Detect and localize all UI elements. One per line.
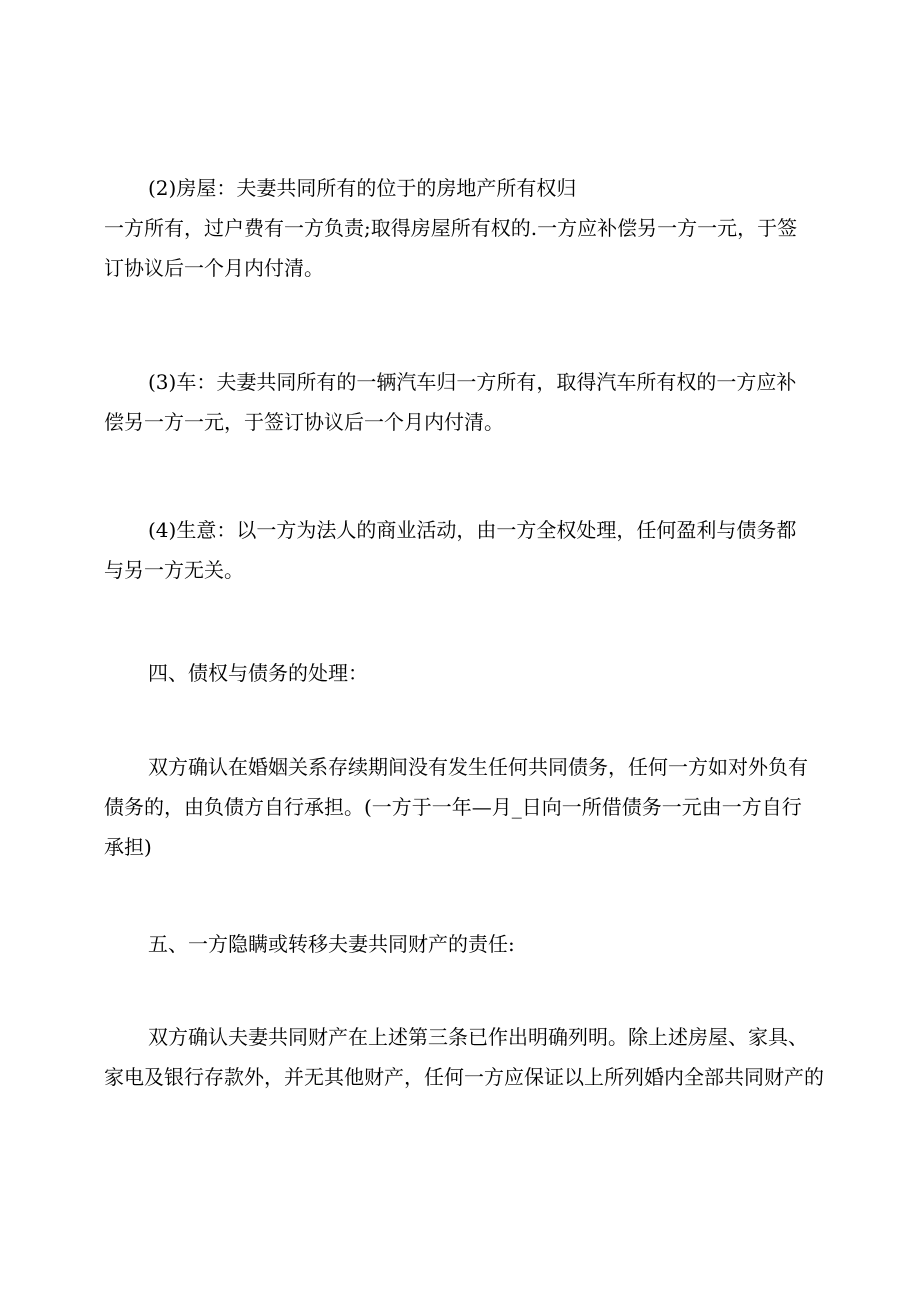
text-line: 偿另一方一元，于签订协议后一个月内付清。 [104, 410, 504, 434]
paragraph-business [104, 510, 824, 590]
text-line: 家电及银行存款外，并无其他财产，任何一方应保证以上所列婚内全部共同财产的 [104, 1065, 824, 1089]
heading-text: 四、债权与债务的处理： [148, 661, 368, 685]
text-line: 订协议后一个月内付清。 [104, 256, 324, 280]
text-line: (4)生意：以一方为法人的商业活动，由一方全权处理，任何盈利与债务都 [148, 518, 797, 542]
text-line: (2)房屋：夫妻共同所有的位于的房地产所有权归 [148, 176, 577, 200]
section-heading-debts [104, 653, 824, 693]
text-line: 双方确认夫妻共同财产在上述第三条已作出明确列明。除上述房屋、家具、 [148, 1025, 808, 1049]
text-line: 与另一方无关。 [104, 558, 244, 582]
heading-text: 五、一方隐瞒或转移夫妻共同财产的责任: [148, 932, 515, 956]
text-line: 承担) [104, 835, 152, 859]
text-line: 双方确认在婚姻关系存续期间没有发生任何共同债务，任何一方如对外负有 [148, 755, 808, 779]
text-line: (3)车：夫妻共同所有的一辆汽车归一方所有，取得汽车所有权的一方应补 [148, 370, 797, 394]
paragraph-debt [104, 747, 824, 867]
paragraph-car [104, 362, 824, 442]
text-line: 一方所有，过户费有一方负责;取得房屋所有权的.一方应补偿另一方一元，于签 [104, 216, 798, 240]
paragraph-house [104, 168, 824, 288]
text-line: 债务的，由负债方自行承担。(一方于一年—月_日向一所借债务一元由一方自行 [104, 795, 802, 819]
section-heading-concealment [104, 924, 824, 964]
paragraph-property [104, 1017, 824, 1097]
